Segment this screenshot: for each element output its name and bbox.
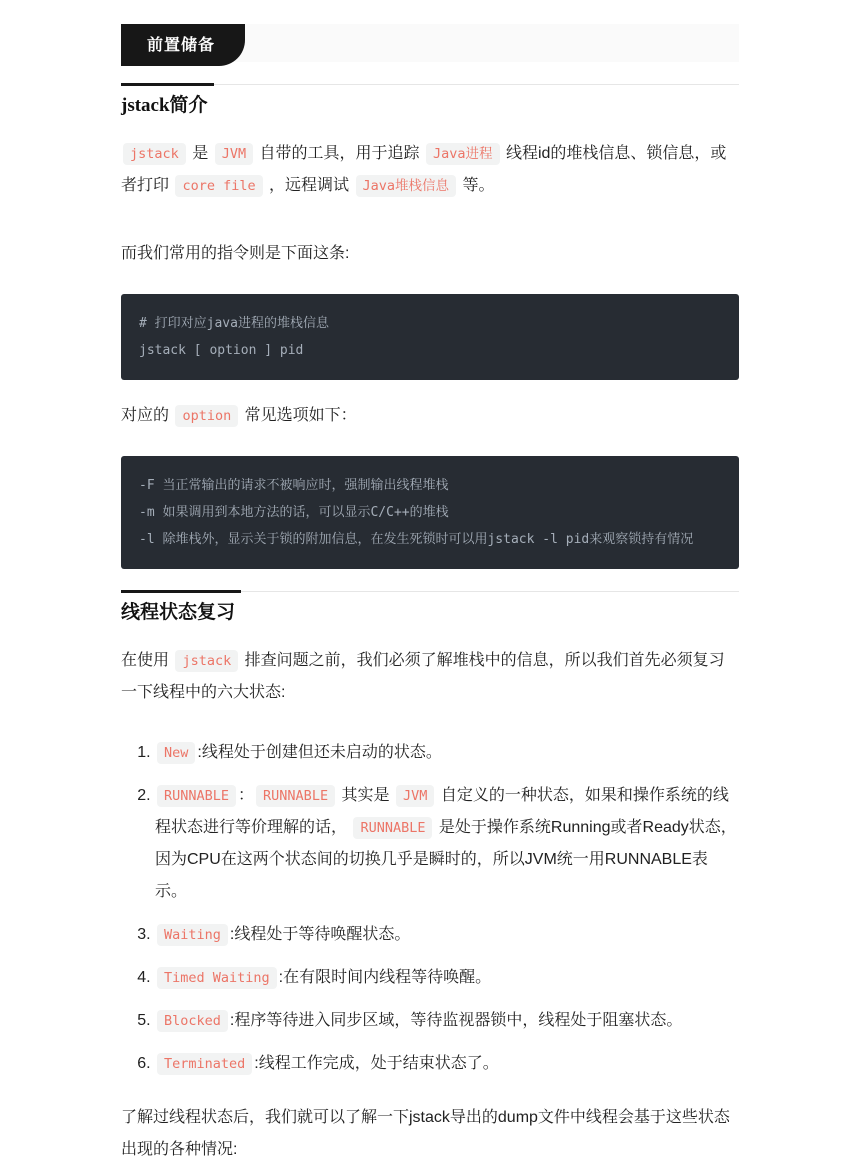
outro-paragraph: 了解过线程状态后，我们就可以了解一下jstack导出的dump文件中线程会基于这些状态出现的各种情况: xyxy=(121,1108,730,1158)
inline-code: RUNNABLE xyxy=(256,785,335,807)
code-line: -F 当正常输出的请求不被响应时，强制输出线程堆栈 xyxy=(139,477,449,493)
jstack-options-code-block xyxy=(121,456,739,569)
command-intro-paragraph: 而我们常用的指令则是下面这条: xyxy=(121,244,350,262)
inline-code: RUNNABLE xyxy=(353,817,432,839)
intro-paragraph xyxy=(121,138,739,202)
section-header xyxy=(121,84,739,118)
code-line: -l 除堆栈外，显示关于锁的附加信息，在发生死锁时可以用jstack -l pid来观察锁持有情况 xyxy=(139,531,694,547)
text-segment: ： xyxy=(238,786,255,804)
inline-code: Timed Waiting xyxy=(157,967,277,989)
text-segment: 常见选项如下： xyxy=(240,406,357,424)
thread-state-item-new xyxy=(155,737,739,769)
inline-code: RUNNABLE xyxy=(157,785,236,807)
text-segment: 排查问题之前，我们必须了解堆栈中的信息，所以我们首先必须复习一下线程中的六大状态: xyxy=(121,651,725,701)
section-title: jstack简介 xyxy=(121,83,214,118)
inline-code: Blocked xyxy=(157,1010,228,1032)
lead-paragraph xyxy=(121,645,739,709)
text-segment: 是处于操作系统Running或者Ready状态，因为CPU在这两个状态间的切换几乎是瞬时的，所以JVM统一用RUNNABLE表示。 xyxy=(155,818,737,900)
code-line: # 打印对应java进程的堆栈信息 xyxy=(139,315,329,331)
section-ribbon xyxy=(121,24,245,66)
inline-code: Terminated xyxy=(157,1053,252,1075)
thread-state-list xyxy=(121,737,739,1080)
text-segment: :程序等待进入同步区域，等待监视器锁中，线程处于阻塞状态。 xyxy=(229,1011,683,1029)
inline-code: core file xyxy=(175,175,262,197)
text-segment: 对应的 xyxy=(121,406,174,424)
code-line: jstack [ option ] pid xyxy=(139,342,304,358)
text-segment: 是 xyxy=(187,144,213,162)
text-segment: 自定义的一种状态，如果和操作系统的线程状态进行等价理解的话， xyxy=(155,786,729,836)
text-segment: 线程id的堆栈信息、锁信息，或者打印 xyxy=(121,144,727,194)
text-segment: ，远程调试 xyxy=(264,176,354,194)
thread-state-item-waiting xyxy=(155,919,739,951)
section-ribbon-label: 前置储备 xyxy=(147,36,216,54)
thread-state-item-runnable xyxy=(155,780,739,908)
inline-code: Java堆栈信息 xyxy=(356,175,457,197)
text-segment: 自带的工具，用于追踪 xyxy=(255,144,424,162)
section-jstack-intro xyxy=(121,84,739,569)
text-segment: :线程处于等待唤醒状态。 xyxy=(229,925,411,943)
section-title: 线程状态复习 xyxy=(121,590,241,625)
section-header xyxy=(121,591,739,625)
text-segment: 等。 xyxy=(458,176,495,194)
inline-code: option xyxy=(175,405,238,427)
jstack-command-code-block xyxy=(121,294,739,380)
inline-code: Waiting xyxy=(157,924,228,946)
article-content xyxy=(121,0,739,1166)
text-segment: 在使用 xyxy=(121,651,174,669)
inline-code: JVM xyxy=(215,143,253,165)
inline-code: jstack xyxy=(175,650,238,672)
text-segment: 其实是 xyxy=(337,786,394,804)
option-intro-paragraph xyxy=(121,400,739,432)
text-segment: :在有限时间内线程等待唤醒。 xyxy=(278,968,492,986)
inline-code: jstack xyxy=(123,143,186,165)
inline-code: New xyxy=(157,742,195,764)
banner-band xyxy=(121,24,739,62)
inline-code: Java进程 xyxy=(426,143,500,165)
code-line: -m 如果调用到本地方法的话，可以显示C/C++的堆栈 xyxy=(139,504,449,520)
thread-state-item-timed-waiting xyxy=(155,962,739,994)
inline-code: JVM xyxy=(396,785,434,807)
text-segment: :线程工作完成，处于结束状态了。 xyxy=(254,1054,499,1072)
section-thread-states xyxy=(121,591,739,1166)
text-segment: :线程处于创建但还未启动的状态。 xyxy=(197,743,442,761)
thread-state-item-terminated xyxy=(155,1048,739,1080)
thread-state-item-blocked xyxy=(155,1005,739,1037)
